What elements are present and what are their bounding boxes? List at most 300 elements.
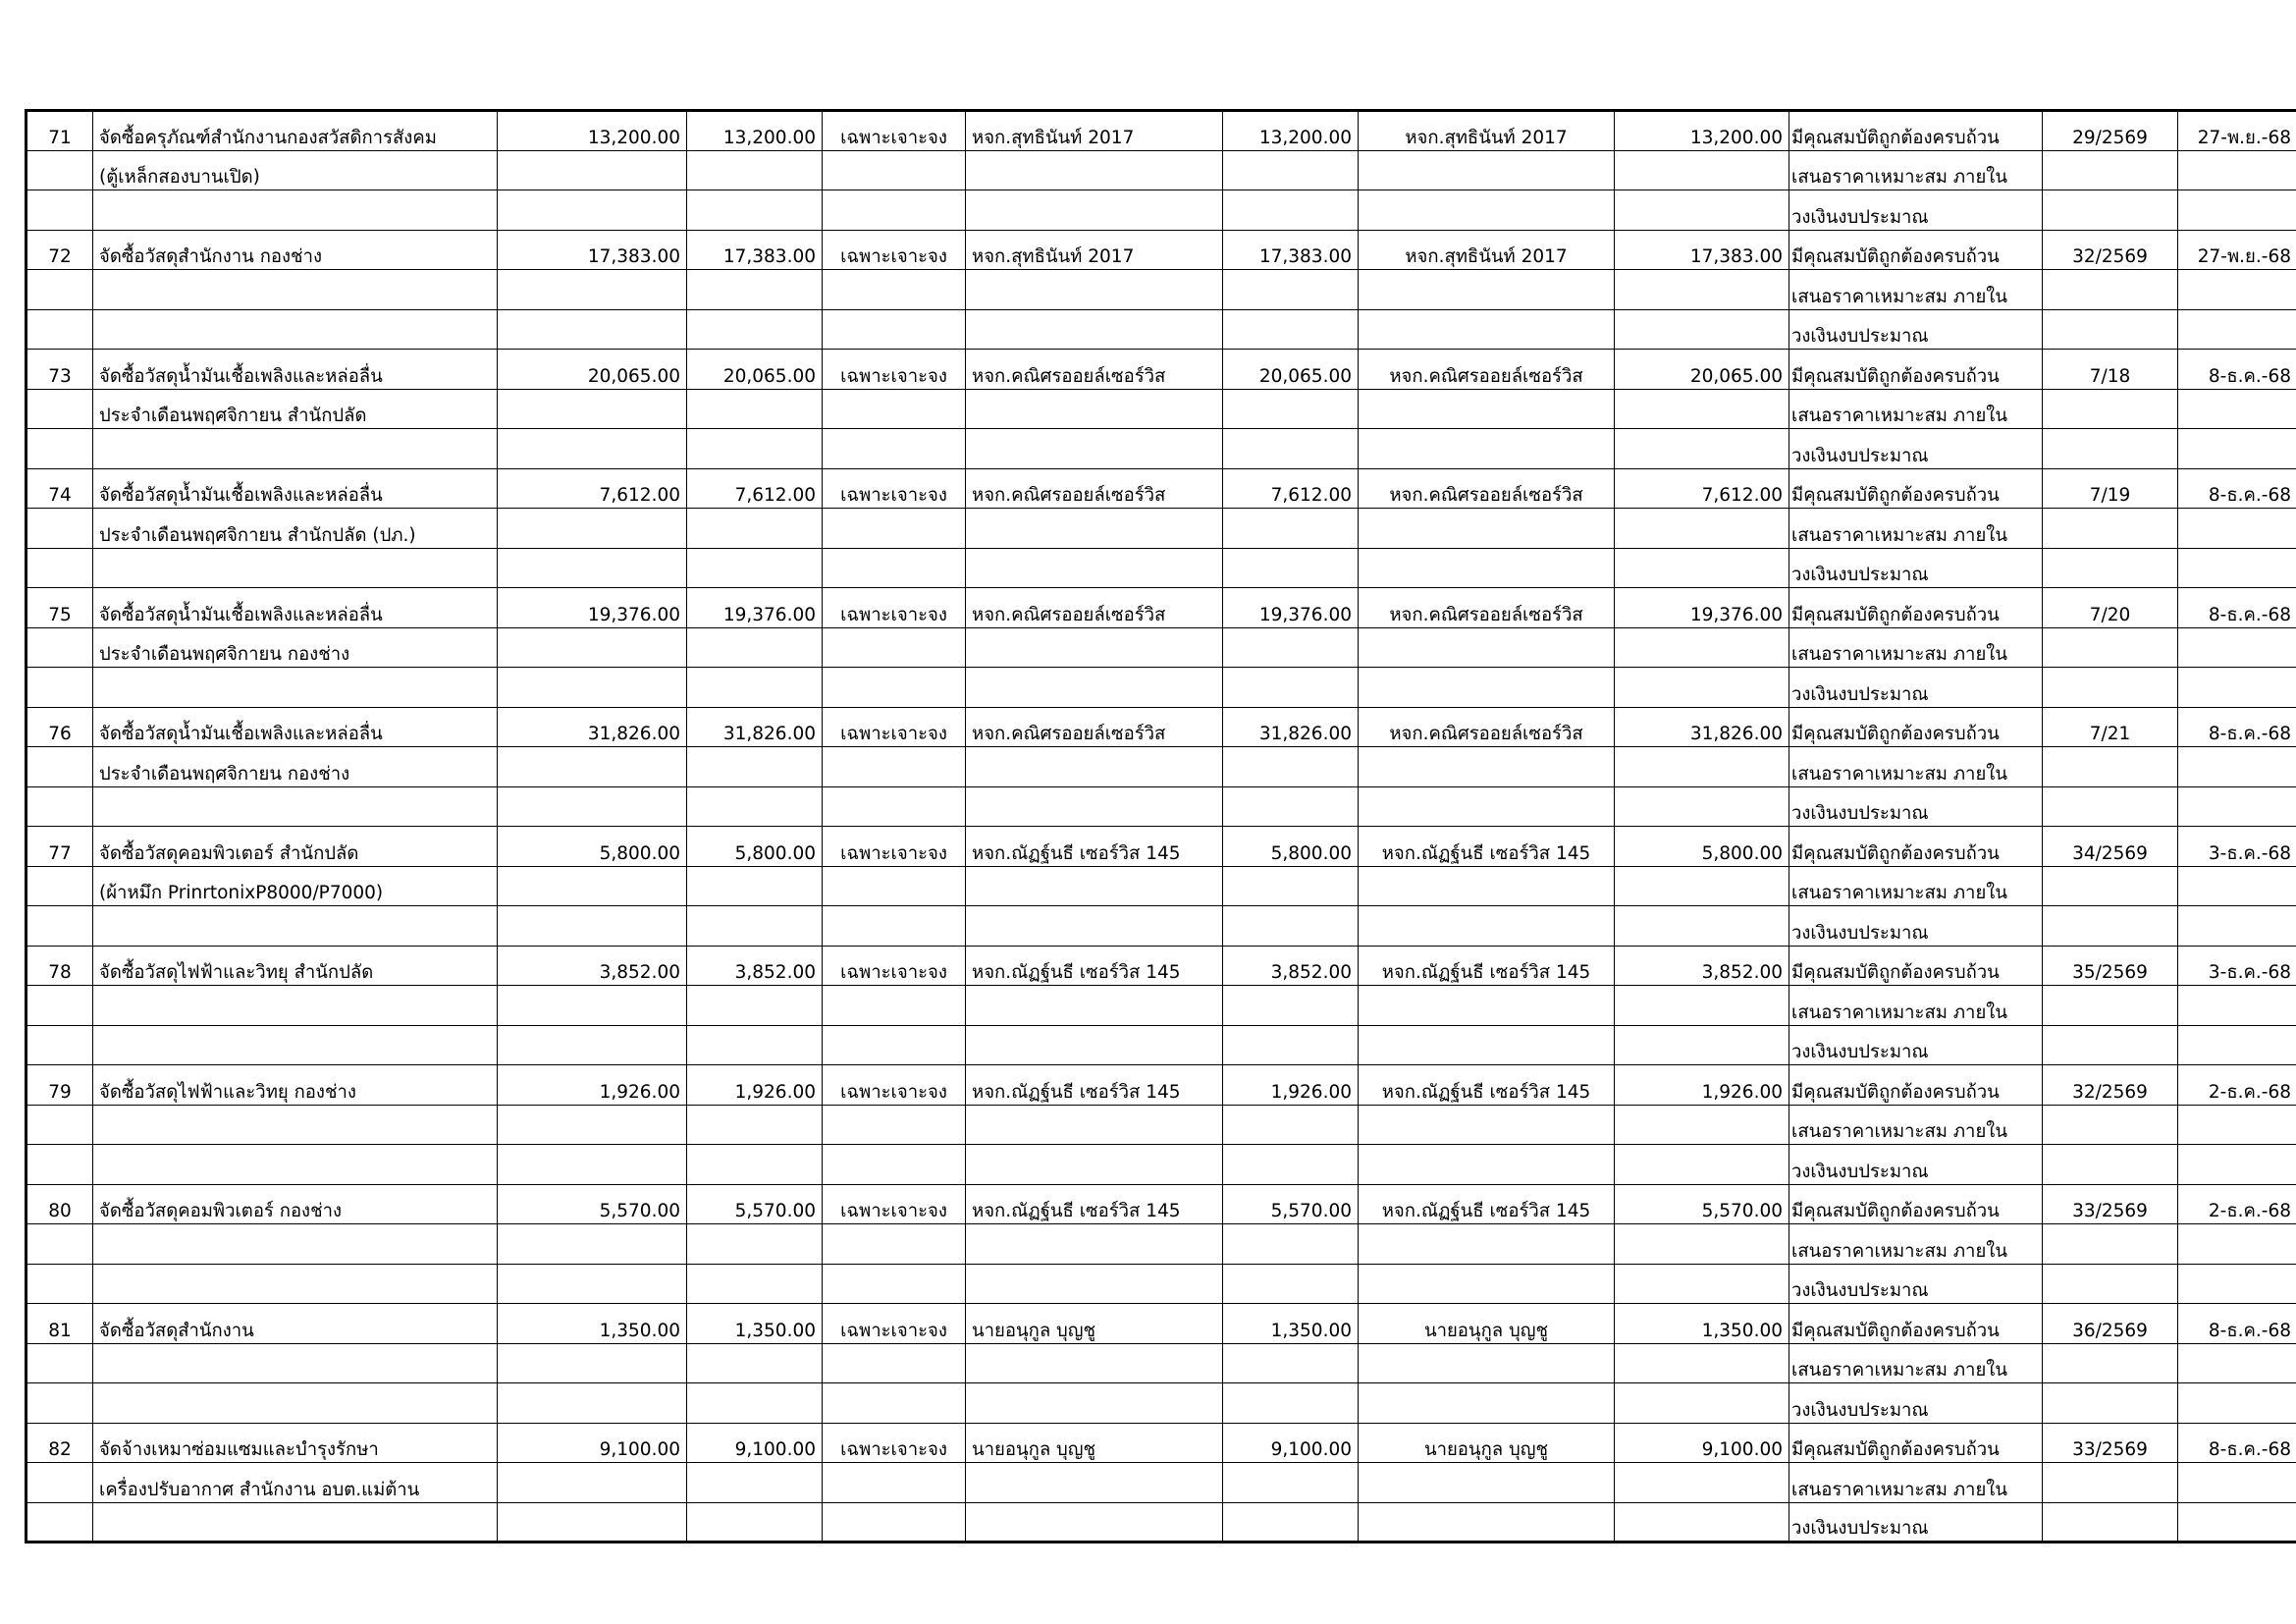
table-row	[27, 350, 2296, 390]
table-row	[27, 627, 2296, 668]
selection-reason: มีคุณสมบัติถูกต้องครบถ้วน	[1789, 111, 2043, 151]
table-row	[27, 1304, 2296, 1344]
winning-price	[1615, 986, 1789, 1026]
item-description	[93, 190, 498, 231]
bid-price	[1223, 1463, 1359, 1503]
winner-name	[1359, 1383, 1615, 1424]
bid-price	[1223, 309, 1359, 350]
procurement-method: เฉพาะเจาะจง	[823, 468, 966, 509]
item-number	[27, 270, 93, 310]
budget-amount: 1,926.00	[498, 1065, 687, 1106]
winner-name	[1359, 190, 1615, 231]
selection-reason: มีคุณสมบัติถูกต้องครบถ้วน	[1789, 1304, 2043, 1344]
median-price: 1,350.00	[687, 1304, 823, 1344]
budget-amount	[498, 309, 687, 350]
bid-price: 1,926.00	[1223, 1065, 1359, 1106]
bidder-name: หจก.คณิศรออยล์เซอร์วิส	[966, 588, 1223, 628]
budget-amount	[498, 906, 687, 947]
bidder-name	[966, 1145, 1223, 1185]
winner-name	[1359, 1224, 1615, 1265]
selection-reason: วงเงินงบประมาณ	[1789, 1264, 2043, 1304]
winning-price	[1615, 150, 1789, 190]
bid-price: 5,570.00	[1223, 1184, 1359, 1224]
selection-reason: มีคุณสมบัติถูกต้องครบถ้วน	[1789, 827, 2043, 867]
contract-date: 8-ธ.ค.-68	[2178, 707, 2296, 747]
bidder-name	[966, 986, 1223, 1026]
winning-price: 17,383.00	[1615, 230, 1789, 270]
bid-price	[1223, 1224, 1359, 1265]
procurement-method	[823, 1224, 966, 1265]
item-description	[93, 906, 498, 947]
table-row	[27, 389, 2296, 429]
table-row	[27, 548, 2296, 588]
contract-number: 7/21	[2043, 707, 2178, 747]
contract-date	[2178, 1145, 2296, 1185]
contract-number	[2043, 1105, 2178, 1145]
bidder-name: หจก.สุทธินันท์ 2017	[966, 111, 1223, 151]
table-row	[27, 1383, 2296, 1424]
winner-name	[1359, 150, 1615, 190]
contract-date	[2178, 1224, 2296, 1265]
median-price: 9,100.00	[687, 1423, 823, 1463]
budget-amount: 9,100.00	[498, 1423, 687, 1463]
table-row	[27, 1224, 2296, 1265]
table-row	[27, 747, 2296, 787]
winner-name: นายอนุกูล บุญชู	[1359, 1423, 1615, 1463]
procurement-method	[823, 906, 966, 947]
budget-amount: 31,826.00	[498, 707, 687, 747]
table-body	[27, 111, 2296, 1543]
item-description	[93, 786, 498, 827]
table-row	[27, 1264, 2296, 1304]
selection-reason: เสนอราคาเหมาะสม ภายใน	[1789, 509, 2043, 549]
contract-number	[2043, 389, 2178, 429]
bid-price: 3,852.00	[1223, 946, 1359, 986]
winner-name	[1359, 1502, 1615, 1543]
median-price: 31,826.00	[687, 707, 823, 747]
contract-number	[2043, 668, 2178, 708]
bid-price	[1223, 270, 1359, 310]
procurement-method: เฉพาะเจาะจง	[823, 111, 966, 151]
table-row	[27, 1065, 2296, 1106]
budget-amount	[498, 1502, 687, 1543]
contract-number	[2043, 150, 2178, 190]
bid-price	[1223, 1502, 1359, 1543]
contract-date: 2-ธ.ค.-68	[2178, 1184, 2296, 1224]
winner-name: หจก.ณัฏฐ์นธี เซอร์วิส 145	[1359, 1184, 1615, 1224]
item-description	[93, 1145, 498, 1185]
procurement-method	[823, 309, 966, 350]
selection-reason: วงเงินงบประมาณ	[1789, 1383, 2043, 1424]
selection-reason: มีคุณสมบัติถูกต้องครบถ้วน	[1789, 230, 2043, 270]
budget-amount: 1,350.00	[498, 1304, 687, 1344]
median-price	[687, 906, 823, 947]
winning-price	[1615, 627, 1789, 668]
bid-price	[1223, 986, 1359, 1026]
procurement-method	[823, 668, 966, 708]
procurement-method	[823, 389, 966, 429]
selection-reason: เสนอราคาเหมาะสม ภายใน	[1789, 747, 2043, 787]
winner-name	[1359, 747, 1615, 787]
item-description	[93, 309, 498, 350]
item-description: ประจำเดือนพฤศจิกายน สำนักปลัด (ปภ.)	[93, 509, 498, 549]
table-row	[27, 150, 2296, 190]
contract-date	[2178, 866, 2296, 906]
bid-price	[1223, 747, 1359, 787]
contract-number: 7/19	[2043, 468, 2178, 509]
selection-reason: เสนอราคาเหมาะสม ภายใน	[1789, 150, 2043, 190]
item-description	[93, 1264, 498, 1304]
procurement-table	[25, 109, 2296, 1543]
item-description: จัดซื้อครุภัณฑ์สำนักงานกองสวัสดิการสังคม	[93, 111, 498, 151]
item-description: จัดซื้อวัสดุน้ำมันเชื้อเพลิงและหล่อลื่น	[93, 468, 498, 509]
item-number	[27, 1463, 93, 1503]
bidder-name	[966, 150, 1223, 190]
winner-name: หจก.ณัฏฐ์นธี เซอร์วิส 145	[1359, 946, 1615, 986]
winner-name: หจก.คณิศรออยล์เซอร์วิส	[1359, 468, 1615, 509]
budget-amount	[498, 1264, 687, 1304]
winning-price: 5,570.00	[1615, 1184, 1789, 1224]
item-description: จัดซื้อวัสดุไฟฟ้าและวิทยุ สำนักปลัด	[93, 946, 498, 986]
contract-number: 7/18	[2043, 350, 2178, 390]
winning-price: 19,376.00	[1615, 588, 1789, 628]
budget-amount	[498, 866, 687, 906]
selection-reason: วงเงินงบประมาณ	[1789, 548, 2043, 588]
bid-price	[1223, 906, 1359, 947]
bid-price	[1223, 1145, 1359, 1185]
procurement-method	[823, 1463, 966, 1503]
table-row	[27, 509, 2296, 549]
selection-reason: วงเงินงบประมาณ	[1789, 190, 2043, 231]
bid-price	[1223, 509, 1359, 549]
procurement-method	[823, 150, 966, 190]
item-description: ประจำเดือนพฤศจิกายน กองช่าง	[93, 747, 498, 787]
bid-price: 5,800.00	[1223, 827, 1359, 867]
median-price	[687, 190, 823, 231]
winning-price	[1615, 866, 1789, 906]
contract-date: 27-พ.ย.-68	[2178, 111, 2296, 151]
table-row	[27, 668, 2296, 708]
item-number	[27, 1145, 93, 1185]
table-row	[27, 946, 2296, 986]
bidder-name	[966, 1463, 1223, 1503]
median-price	[687, 1105, 823, 1145]
item-number	[27, 1383, 93, 1424]
bidder-name	[966, 270, 1223, 310]
contract-date	[2178, 548, 2296, 588]
winner-name: หจก.ณัฏฐ์นธี เซอร์วิส 145	[1359, 1065, 1615, 1106]
item-description: ประจำเดือนพฤศจิกายน สำนักปลัด	[93, 389, 498, 429]
median-price	[687, 866, 823, 906]
item-description: จัดซื้อวัสดุสำนักงาน กองช่าง	[93, 230, 498, 270]
winning-price	[1615, 1463, 1789, 1503]
selection-reason: มีคุณสมบัติถูกต้องครบถ้วน	[1789, 468, 2043, 509]
item-description	[93, 986, 498, 1026]
median-price	[687, 1463, 823, 1503]
contract-number	[2043, 1264, 2178, 1304]
procurement-method: เฉพาะเจาะจง	[823, 1304, 966, 1344]
item-number	[27, 627, 93, 668]
winning-price	[1615, 1105, 1789, 1145]
winner-name	[1359, 389, 1615, 429]
budget-amount	[498, 986, 687, 1026]
median-price: 5,570.00	[687, 1184, 823, 1224]
bid-price	[1223, 668, 1359, 708]
procurement-method: เฉพาะเจาะจง	[823, 350, 966, 390]
item-number: 78	[27, 946, 93, 986]
item-number	[27, 1105, 93, 1145]
selection-reason: เสนอราคาเหมาะสม ภายใน	[1789, 866, 2043, 906]
winner-name	[1359, 906, 1615, 947]
contract-date	[2178, 190, 2296, 231]
item-number: 76	[27, 707, 93, 747]
item-description: (ผ้าหมึก PrinrtonixP8000/P7000)	[93, 866, 498, 906]
median-price: 3,852.00	[687, 946, 823, 986]
bidder-name: หจก.คณิศรออยล์เซอร์วิส	[966, 707, 1223, 747]
item-number: 71	[27, 111, 93, 151]
contract-date: 8-ธ.ค.-68	[2178, 1304, 2296, 1344]
item-number	[27, 906, 93, 947]
contract-date	[2178, 429, 2296, 469]
item-number	[27, 668, 93, 708]
table-row	[27, 588, 2296, 628]
item-number	[27, 190, 93, 231]
bidder-name	[966, 786, 1223, 827]
winning-price: 1,350.00	[1615, 1304, 1789, 1344]
budget-amount	[498, 150, 687, 190]
procurement-method	[823, 866, 966, 906]
budget-amount: 5,800.00	[498, 827, 687, 867]
table-row	[27, 190, 2296, 231]
budget-amount	[498, 627, 687, 668]
winner-name: หจก.ณัฏฐ์นธี เซอร์วิส 145	[1359, 827, 1615, 867]
bid-price: 31,826.00	[1223, 707, 1359, 747]
item-number	[27, 1502, 93, 1543]
contract-number: 29/2569	[2043, 111, 2178, 151]
procurement-method: เฉพาะเจาะจง	[823, 1184, 966, 1224]
winner-name	[1359, 1145, 1615, 1185]
contract-number	[2043, 986, 2178, 1026]
selection-reason: เสนอราคาเหมาะสม ภายใน	[1789, 986, 2043, 1026]
median-price	[687, 270, 823, 310]
bidder-name	[966, 1025, 1223, 1065]
contract-date	[2178, 786, 2296, 827]
contract-date	[2178, 1343, 2296, 1383]
contract-number	[2043, 548, 2178, 588]
item-description: (ตู้เหล็กสองบานเปิด)	[93, 150, 498, 190]
procurement-method	[823, 986, 966, 1026]
selection-reason: วงเงินงบประมาณ	[1789, 786, 2043, 827]
item-description	[93, 1383, 498, 1424]
table-row	[27, 309, 2296, 350]
procurement-method	[823, 627, 966, 668]
selection-reason: วงเงินงบประมาณ	[1789, 906, 2043, 947]
item-number	[27, 986, 93, 1026]
winner-name	[1359, 1343, 1615, 1383]
table-row	[27, 1423, 2296, 1463]
winning-price: 20,065.00	[1615, 350, 1789, 390]
table-row	[27, 1145, 2296, 1185]
winning-price	[1615, 1025, 1789, 1065]
winner-name	[1359, 668, 1615, 708]
table-row	[27, 1502, 2296, 1543]
table-row	[27, 1025, 2296, 1065]
procurement-method	[823, 786, 966, 827]
selection-reason: วงเงินงบประมาณ	[1789, 1502, 2043, 1543]
item-description: จัดจ้างเหมาซ่อมแซมและบำรุงรักษา	[93, 1423, 498, 1463]
item-number: 80	[27, 1184, 93, 1224]
contract-number	[2043, 866, 2178, 906]
selection-reason: มีคุณสมบัติถูกต้องครบถ้วน	[1789, 1423, 2043, 1463]
median-price: 19,376.00	[687, 588, 823, 628]
bid-price	[1223, 627, 1359, 668]
table-row	[27, 986, 2296, 1026]
procurement-method: เฉพาะเจาะจง	[823, 707, 966, 747]
budget-amount	[498, 190, 687, 231]
budget-amount	[498, 548, 687, 588]
procurement-method	[823, 1145, 966, 1185]
bid-price: 9,100.00	[1223, 1423, 1359, 1463]
contract-number	[2043, 1224, 2178, 1265]
budget-amount	[498, 786, 687, 827]
selection-reason: วงเงินงบประมาณ	[1789, 668, 2043, 708]
bid-price	[1223, 548, 1359, 588]
contract-number	[2043, 429, 2178, 469]
winner-name	[1359, 866, 1615, 906]
bid-price	[1223, 1105, 1359, 1145]
item-description: เครื่องปรับอากาศ สำนักงาน อบต.แม่ต้าน	[93, 1463, 498, 1503]
item-description	[93, 1105, 498, 1145]
item-number	[27, 1025, 93, 1065]
table-row	[27, 906, 2296, 947]
item-number	[27, 150, 93, 190]
budget-amount: 13,200.00	[498, 111, 687, 151]
winning-price	[1615, 389, 1789, 429]
procurement-method	[823, 1264, 966, 1304]
bidder-name	[966, 1264, 1223, 1304]
bid-price	[1223, 150, 1359, 190]
item-number	[27, 1343, 93, 1383]
item-number	[27, 1224, 93, 1265]
item-description: จัดซื้อวัสดุไฟฟ้าและวิทยุ กองช่าง	[93, 1065, 498, 1106]
winning-price	[1615, 1383, 1789, 1424]
bid-price	[1223, 866, 1359, 906]
winner-name	[1359, 986, 1615, 1026]
table-row	[27, 1463, 2296, 1503]
bidder-name: หจก.ณัฏฐ์นธี เซอร์วิส 145	[966, 827, 1223, 867]
contract-number	[2043, 906, 2178, 947]
contract-number	[2043, 786, 2178, 827]
contract-date	[2178, 270, 2296, 310]
bidder-name	[966, 429, 1223, 469]
bidder-name	[966, 747, 1223, 787]
bidder-name	[966, 906, 1223, 947]
procurement-method	[823, 270, 966, 310]
contract-date	[2178, 1025, 2296, 1065]
bidder-name	[966, 1343, 1223, 1383]
item-number	[27, 509, 93, 549]
bidder-name	[966, 1224, 1223, 1265]
bidder-name: นายอนุกูล บุญชู	[966, 1304, 1223, 1344]
median-price	[687, 150, 823, 190]
bid-price	[1223, 190, 1359, 231]
procurement-method	[823, 1502, 966, 1543]
winner-name	[1359, 1264, 1615, 1304]
contract-number: 35/2569	[2043, 946, 2178, 986]
budget-amount: 5,570.00	[498, 1184, 687, 1224]
procurement-method	[823, 1383, 966, 1424]
selection-reason: มีคุณสมบัติถูกต้องครบถ้วน	[1789, 588, 2043, 628]
procurement-method: เฉพาะเจาะจง	[823, 827, 966, 867]
selection-reason: เสนอราคาเหมาะสม ภายใน	[1789, 1105, 2043, 1145]
selection-reason: วงเงินงบประมาณ	[1789, 1025, 2043, 1065]
contract-number	[2043, 1463, 2178, 1503]
contract-number	[2043, 1025, 2178, 1065]
winning-price	[1615, 309, 1789, 350]
procurement-method	[823, 747, 966, 787]
winning-price: 13,200.00	[1615, 111, 1789, 151]
budget-amount	[498, 1145, 687, 1185]
procurement-method	[823, 1105, 966, 1145]
bid-price	[1223, 1383, 1359, 1424]
selection-reason: เสนอราคาเหมาะสม ภายใน	[1789, 1463, 2043, 1503]
winning-price	[1615, 509, 1789, 549]
selection-reason: มีคุณสมบัติถูกต้องครบถ้วน	[1789, 1184, 2043, 1224]
contract-date	[2178, 1463, 2296, 1503]
contract-date	[2178, 1502, 2296, 1543]
item-description: จัดซื้อวัสดุน้ำมันเชื้อเพลิงและหล่อลื่น	[93, 588, 498, 628]
budget-amount	[498, 1463, 687, 1503]
winning-price	[1615, 1145, 1789, 1185]
budget-amount	[498, 747, 687, 787]
table-row	[27, 1343, 2296, 1383]
median-price	[687, 1383, 823, 1424]
bidder-name	[966, 1383, 1223, 1424]
contract-number	[2043, 1502, 2178, 1543]
contract-date: 8-ธ.ค.-68	[2178, 468, 2296, 509]
selection-reason: วงเงินงบประมาณ	[1789, 429, 2043, 469]
contract-number: 33/2569	[2043, 1423, 2178, 1463]
budget-amount	[498, 509, 687, 549]
bidder-name	[966, 190, 1223, 231]
bidder-name	[966, 548, 1223, 588]
contract-number: 7/20	[2043, 588, 2178, 628]
selection-reason: เสนอราคาเหมาะสม ภายใน	[1789, 1343, 2043, 1383]
winning-price	[1615, 1224, 1789, 1265]
contract-date	[2178, 906, 2296, 947]
table-row	[27, 786, 2296, 827]
contract-number	[2043, 627, 2178, 668]
item-number: 75	[27, 588, 93, 628]
item-number	[27, 389, 93, 429]
item-number: 79	[27, 1065, 93, 1106]
median-price	[687, 548, 823, 588]
item-number	[27, 429, 93, 469]
budget-amount	[498, 429, 687, 469]
contract-number: 36/2569	[2043, 1304, 2178, 1344]
bidder-name: หจก.ณัฏฐ์นธี เซอร์วิส 145	[966, 946, 1223, 986]
selection-reason: เสนอราคาเหมาะสม ภายใน	[1789, 270, 2043, 310]
budget-amount	[498, 668, 687, 708]
winning-price	[1615, 270, 1789, 310]
item-description	[93, 1502, 498, 1543]
median-price: 17,383.00	[687, 230, 823, 270]
item-number: 72	[27, 230, 93, 270]
contract-date: 3-ธ.ค.-68	[2178, 946, 2296, 986]
winning-price: 3,852.00	[1615, 946, 1789, 986]
bidder-name: หจก.คณิศรออยล์เซอร์วิส	[966, 350, 1223, 390]
contract-number	[2043, 509, 2178, 549]
